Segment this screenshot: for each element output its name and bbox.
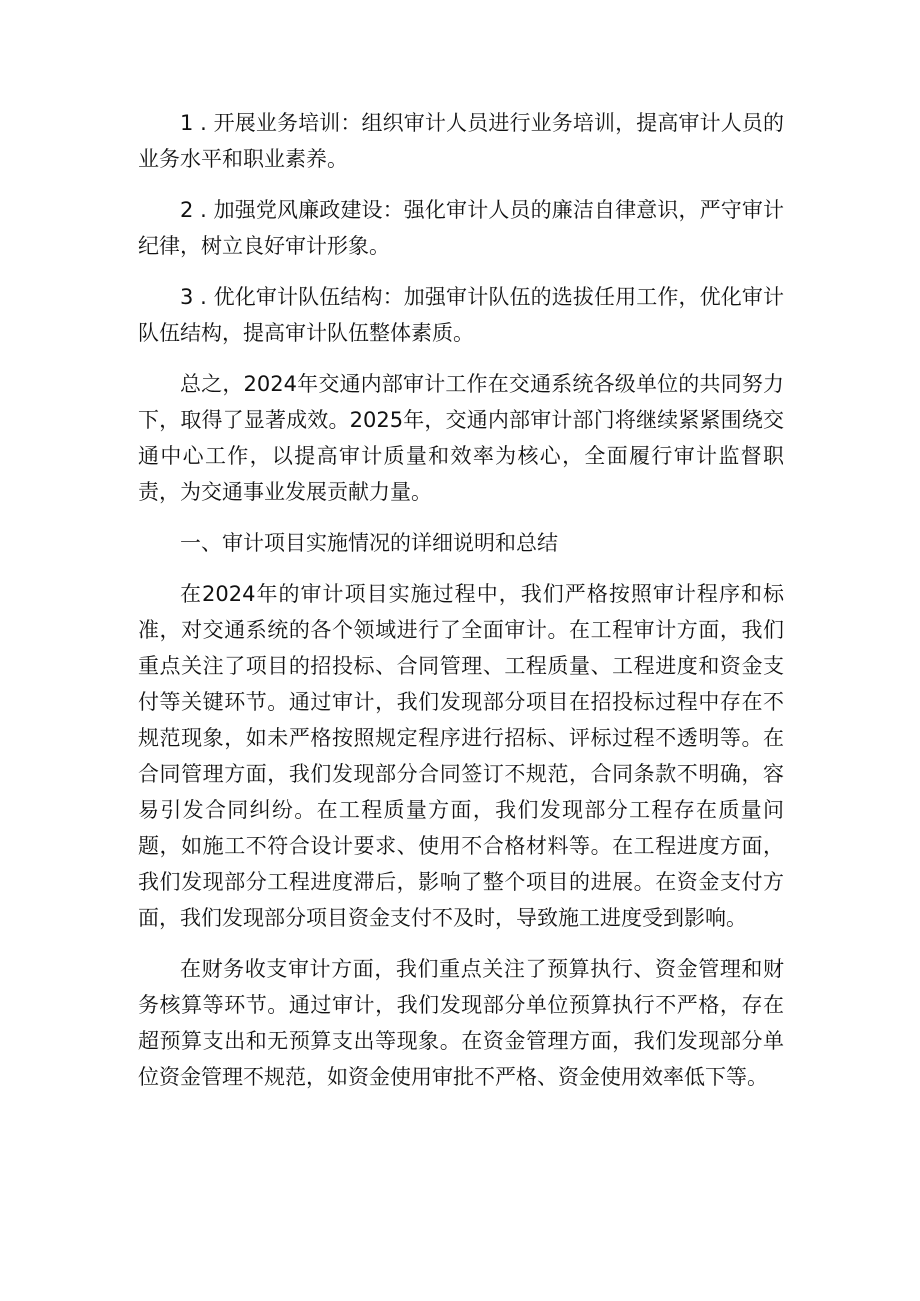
paragraph-integrity: 2 . 加强党风廉政建设：强化审计人员的廉洁自律意识，严守审计纪律，树立良好审计形象。 (138, 198, 784, 258)
paragraph-finance-audit: 在财务收支审计方面，我们重点关注了预算执行、资金管理和财务核算等环节。通过审计，我们发现部分单位预算执行不严格，存在超预算支出和无预算支出等现象。在资金管理方面，我们发现部分单位资金管理不规范，如资金使用审批不严格、资金使用效率低下等。 (138, 957, 784, 1089)
paragraph-project-audit: 在2024年的审计项目实施过程中，我们严格按照审计程序和标准，对交通系统的各个领域进行了全面审计。在工程审计方面，我们重点关注了项目的招投标、合同管理、工程质量、工程进度和资金支付等关键环节。通过审计，我们发现部分项目在招投标过程中存在不规范现象，如未严格按照规定程序进行招标、评标过程不透明等。在合同管理方面，我们发现部分合同签订不规范，合同条款不明确，容易引发合同纠纷。在工程质量方面，我们发现部分工程存在质量问题，如施工不符合设计要求、使用不合格材料等。在工程进度方面，我们发现部分工程进度滞后，影响了整个项目的进展。在资金支付方面，我们发现部分项目资金支付不及时，导致施工进度受到影响。 (138, 582, 784, 930)
section-heading: 一、审计项目实施情况的详细说明和总结 (180, 531, 558, 555)
paragraph-summary: 总之，2024年交通内部审计工作在交通系统各级单位的共同努力下，取得了显著成效。2025年，交通内部审计部门将继续紧紧围绕交通中心工作，以提高审计质量和效率为核心，全面履行审计监督职责，为交通事业发展贡献力量。 (138, 372, 784, 504)
paragraph-training: 1 . 开展业务培训：组织审计人员进行业务培训，提高审计人员的业务水平和职业素养。 (138, 111, 784, 171)
paragraph-team-structure: 3 . 优化审计队伍结构：加强审计队伍的选拔任用工作，优化审计队伍结构，提高审计队伍整体素质。 (138, 285, 784, 345)
document-body (138, 105, 784, 1110)
